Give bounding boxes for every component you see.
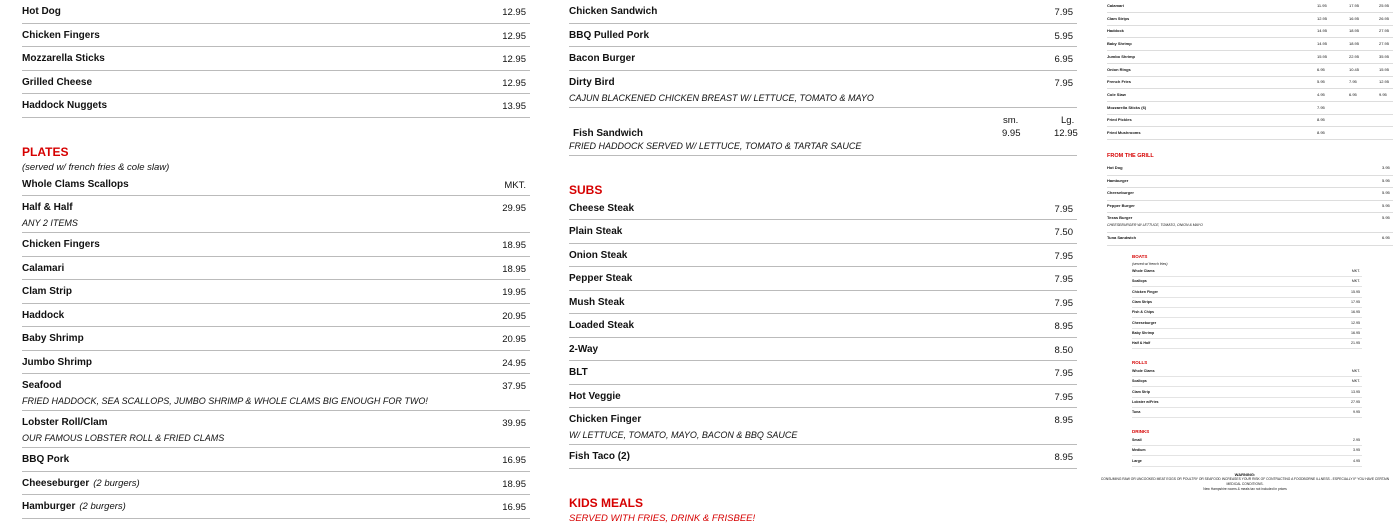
panel-price-small: 11.95 xyxy=(1317,3,1327,8)
panel-price-small: 8.95 xyxy=(1317,117,1325,123)
inset-item-price: 2.95 xyxy=(1353,438,1360,442)
panel-item-name: Mozzarella Sticks (6) xyxy=(1107,104,1147,110)
menu-item-name: BBQ Pork xyxy=(22,454,70,465)
panel-price-large: 25.95 xyxy=(1379,3,1390,8)
inset-item-price: MKT. xyxy=(1351,279,1360,284)
menu-item-row xyxy=(22,472,530,496)
panel-price-small: 6.95 xyxy=(1317,66,1325,72)
drinks-section-title: DRINKS xyxy=(1132,429,1150,434)
menu-item-name: BBQ Pulled Pork xyxy=(569,29,650,41)
inset-item-name: Lobster w/Fries xyxy=(1132,399,1159,404)
menu-item-price: 7.95 xyxy=(1054,7,1073,18)
inset-item-price: 12.95 xyxy=(1351,320,1360,325)
menu-item-row xyxy=(22,304,530,328)
panel-price-small: 14.95 xyxy=(1317,28,1328,34)
inset-price-row xyxy=(1132,338,1362,349)
panel-price-row xyxy=(1107,0,1393,13)
grill-item-name: Tuna Sandwich xyxy=(1107,235,1137,240)
menu-column-middle xyxy=(569,0,1077,524)
menu-item-description: ANY 2 ITEMS xyxy=(22,218,78,228)
grill-price-row xyxy=(1107,212,1393,233)
inset-item-name: Tuna xyxy=(1132,410,1141,415)
menu-item-price: 19.95 xyxy=(502,287,526,298)
inset-item-price: 15.95 xyxy=(1351,289,1360,294)
grill-section-title: FROM THE GRILL xyxy=(1107,153,1154,159)
inset-item-name: Large xyxy=(1132,458,1142,463)
menu-item-row xyxy=(569,47,1077,71)
size-large-label: Lg. xyxy=(1061,114,1075,126)
kids-section-subtitle: SERVED WITH FRIES, DRINK & FRISBEE! xyxy=(569,512,756,524)
menu-item-name: Mush Steak xyxy=(569,296,625,308)
panel-price-medium: 10.45 xyxy=(1349,66,1360,72)
menu-item-name: Bacon Burger xyxy=(569,53,636,64)
panel-price-small: 4.95 xyxy=(1317,91,1325,97)
kids-section-title: KIDS MEALS xyxy=(569,495,644,510)
menu-item-price: 5.95 xyxy=(1054,30,1073,42)
inset-item-name: Small xyxy=(1132,438,1142,442)
menu-item-row xyxy=(22,94,530,118)
panel-price-large: 15.95 xyxy=(1379,66,1390,72)
menu-item-row xyxy=(22,257,530,281)
menu-item-row xyxy=(22,173,530,197)
panel-price-medium: 22.95 xyxy=(1349,53,1360,59)
inset-item-price: 16.95 xyxy=(1351,310,1360,315)
menu-item-price: 6.95 xyxy=(1054,54,1073,65)
menu-item-row xyxy=(22,0,530,24)
menu-item-name: Haddock Nuggets xyxy=(22,100,108,111)
grill-item-name: Hot Dog xyxy=(1107,165,1123,170)
grill-item-price: 5.95 xyxy=(1382,177,1390,183)
menu-item-name: Calamari xyxy=(22,262,65,274)
grill-price-row xyxy=(1107,200,1393,214)
panel-item-name: Haddock xyxy=(1107,28,1124,34)
grill-price-row xyxy=(1107,162,1393,176)
menu-item-name: Mozzarella Sticks xyxy=(22,53,105,64)
menu-item-row xyxy=(569,0,1077,24)
menu-item-row xyxy=(22,448,530,472)
panel-price-medium: 17.95 xyxy=(1349,3,1360,8)
plates-section-subtitle: (served w/ french fries & cole slaw) xyxy=(22,161,170,173)
grill-item-name: Texas Burger xyxy=(1107,215,1133,220)
panel-price-large: 27.95 xyxy=(1379,41,1390,47)
inset-item-price: 3.95 xyxy=(1353,448,1360,453)
menu-item-row xyxy=(569,314,1077,338)
panel-price-row xyxy=(1107,25,1393,38)
menu-item-name: Loaded Steak xyxy=(569,320,635,331)
menu-item-row xyxy=(569,24,1077,48)
menu-item-price: 13.95 xyxy=(502,101,526,112)
menu-item-row xyxy=(569,361,1077,385)
inset-item-name: Clam Strip xyxy=(1132,389,1150,394)
panel-item-name: Baby Shrimp xyxy=(1107,41,1132,47)
panel-price-row xyxy=(1107,76,1393,89)
inset-item-name: Clam Strips xyxy=(1132,299,1152,304)
panel-price-small: 5.95 xyxy=(1317,79,1325,85)
warning-text: CONSUMING RAW OR UNCOOKED MEAT EGGS OR POULTRY OR SEAFOOD INCREASES YOUR RISK OF CONTRACTING A FOODBORNE ILLNESS - ESPECIALLY IF YOU HAVE CERTAIN MEDICAL CONDITIONS. xyxy=(1100,477,1390,486)
menu-item-row xyxy=(22,327,530,351)
menu-item-row xyxy=(569,445,1077,469)
subs-section-title: SUBS xyxy=(569,182,603,197)
panel-price-medium: 7.95 xyxy=(1349,79,1357,85)
menu-item-description: OUR FAMOUS LOBSTER ROLL & FRIED CLAMS xyxy=(22,433,225,443)
menu-item-row xyxy=(569,197,1077,221)
panel-price-small: 15.95 xyxy=(1317,53,1328,59)
menu-item-price: 29.95 xyxy=(502,203,526,214)
panel-price-large: 35.95 xyxy=(1379,53,1390,59)
menu-item-row xyxy=(22,411,530,448)
panel-price-small: 14.95 xyxy=(1317,41,1328,47)
inset-item-name: Chicken Finger xyxy=(1132,289,1158,294)
panel-price-medium: 18.95 xyxy=(1349,28,1360,34)
menu-item-name: Half & Half xyxy=(22,202,73,213)
menu-item-price: 7.95 xyxy=(1054,250,1073,262)
grill-item-price: 5.95 xyxy=(1382,190,1390,195)
menu-item-price: 12.95 xyxy=(502,77,526,89)
inset-item-name: Whole Clams xyxy=(1132,269,1155,273)
inset-item-price: MKT. xyxy=(1351,379,1360,384)
fish-sandwich-name: Fish Sandwich xyxy=(573,127,644,139)
menu-item-name: Cheese Steak xyxy=(569,202,635,214)
warning-notice xyxy=(1097,472,1393,492)
panel-price-row xyxy=(1107,64,1393,77)
menu-item-name: Whole Clams Scallops xyxy=(22,178,129,190)
panel-price-row xyxy=(1107,127,1393,140)
inset-item-price: 27.95 xyxy=(1351,399,1360,404)
menu-item-row xyxy=(569,71,1077,108)
menu-item-name: Cheeseburger xyxy=(22,477,90,489)
menu-item-price: 8.95 xyxy=(1054,452,1073,463)
panel-price-small: 8.95 xyxy=(1317,130,1325,135)
panel-price-row xyxy=(1107,114,1393,127)
menu-item-row xyxy=(22,24,530,48)
menu-item-row xyxy=(569,220,1077,244)
inset-item-price: 17.95 xyxy=(1351,299,1360,304)
menu-item-row xyxy=(22,280,530,304)
menu-item-row xyxy=(22,351,530,375)
grill-item-price: 3.95 xyxy=(1382,165,1390,170)
menu-item-name: Baby Shrimp xyxy=(22,333,84,344)
panel-item-name: Jumbo Shrimp xyxy=(1107,53,1136,59)
plates-section-title: PLATES xyxy=(22,144,69,159)
menu-image-panel xyxy=(1097,0,1393,500)
inset-price-row xyxy=(1132,456,1362,467)
menu-item-row xyxy=(569,338,1077,362)
inset-item-price: MKT. xyxy=(1351,369,1360,373)
menu-item-price: 12.95 xyxy=(502,30,526,42)
menu-item-name: 2-Way xyxy=(569,343,599,355)
menu-item-row xyxy=(22,374,530,411)
grill-item-price: 5.95 xyxy=(1382,202,1390,208)
menu-item-row xyxy=(569,267,1077,291)
grill-item-price: 5.95 xyxy=(1382,215,1390,220)
size-small-label: sm. xyxy=(1003,114,1019,126)
menu-item-price: 7.50 xyxy=(1054,227,1073,238)
menu-item-price: 39.95 xyxy=(502,418,526,429)
menu-item-name: Plain Steak xyxy=(569,226,623,237)
menu-item-name: Onion Steak xyxy=(569,249,628,261)
inset-price-row xyxy=(1132,407,1362,418)
inset-item-name: Cheeseburger xyxy=(1132,320,1157,325)
menu-item-row xyxy=(22,495,530,519)
panel-item-name: French Fries xyxy=(1107,79,1132,85)
fish-sandwich-price-large: 12.95 xyxy=(1054,127,1078,139)
menu-item-row xyxy=(569,385,1077,409)
inset-item-price: 4.95 xyxy=(1353,458,1360,463)
menu-item-name: Hamburger xyxy=(22,501,76,512)
grill-price-row xyxy=(1107,175,1393,189)
panel-item-name: Cole Slaw xyxy=(1107,91,1126,97)
grill-item-name: Cheeseburger xyxy=(1107,190,1134,195)
menu-item-row xyxy=(569,291,1077,315)
panel-item-name: Fried Pickles xyxy=(1107,117,1132,123)
menu-item-row xyxy=(22,196,530,233)
menu-item-name: Fish Taco (2) xyxy=(569,451,630,462)
inset-item-name: Half & Half xyxy=(1132,341,1151,346)
panel-price-medium: 16.95 xyxy=(1349,15,1360,21)
grill-item-price: 6.95 xyxy=(1382,235,1390,240)
grill-price-row xyxy=(1107,232,1393,246)
menu-item-name: Clam Strip xyxy=(22,286,73,297)
rolls-section-title: ROLLS xyxy=(1132,360,1148,365)
inset-item-name: Medium xyxy=(1132,448,1146,453)
inset-item-price: 13.95 xyxy=(1351,389,1360,394)
menu-item-price: 8.95 xyxy=(1054,415,1073,426)
panel-price-row xyxy=(1107,102,1393,115)
menu-item-price: 18.95 xyxy=(502,478,526,490)
warning-title: WARNING: xyxy=(1234,472,1256,477)
inset-item-name: Fish & Chips xyxy=(1132,310,1154,315)
panel-price-large: 26.95 xyxy=(1379,15,1390,21)
panel-price-large: 12.95 xyxy=(1379,79,1390,85)
menu-item-price: 8.50 xyxy=(1054,344,1073,356)
menu-item-name: BLT xyxy=(569,367,588,378)
grill-item-name: Hamburger xyxy=(1107,177,1129,183)
panel-price-large: 9.95 xyxy=(1379,91,1387,97)
inset-item-price: 9.95 xyxy=(1353,410,1360,415)
menu-item-price: 16.95 xyxy=(502,502,526,513)
menu-item-name: Hot Dog xyxy=(22,6,61,17)
menu-item-name: Dirty Bird xyxy=(569,76,615,88)
menu-item-description: FRIED HADDOCK, SEA SCALLOPS, JUMBO SHRIMP & WHOLE CLAMS BIG ENOUGH FOR TWO! xyxy=(22,396,428,406)
menu-item-name: Pepper Steak xyxy=(569,273,633,284)
inset-item-price: 21.95 xyxy=(1351,341,1360,346)
menu-item-name: Chicken Fingers xyxy=(22,239,100,250)
menu-item-price: 12.95 xyxy=(502,54,526,65)
menu-item-price: 18.95 xyxy=(502,240,526,251)
menu-item-name: Seafood xyxy=(22,380,62,391)
panel-item-name: Onion Rings xyxy=(1107,66,1131,72)
menu-item-name: Jumbo Shrimp xyxy=(22,356,93,368)
fish-sandwich-desc: FRIED HADDOCK SERVED W/ LETTUCE, TOMATO & TARTAR SAUCE xyxy=(569,140,862,151)
menu-column-left xyxy=(22,0,530,519)
menu-item-price: 7.95 xyxy=(1054,203,1073,215)
boats-section-title: BOATS xyxy=(1132,254,1148,259)
menu-item-name: Haddock xyxy=(22,309,65,321)
inset-item-price: MKT. xyxy=(1351,269,1360,273)
inset-item-name: Scallops xyxy=(1132,379,1147,384)
fish-sandwich-price-small: 9.95 xyxy=(1002,127,1021,139)
menu-item-price: 20.95 xyxy=(502,310,526,322)
menu-item-price: 7.95 xyxy=(1054,77,1073,89)
fish-sandwich-desc-row xyxy=(569,141,1077,156)
panel-price-large: 27.95 xyxy=(1379,28,1390,34)
menu-item-price: 18.95 xyxy=(502,263,526,275)
panel-item-name: Fried Mushrooms xyxy=(1107,130,1141,135)
menu-item-name: Lobster Roll/Clam xyxy=(22,417,108,428)
panel-price-row xyxy=(1107,89,1393,102)
grill-item-desc: CHEESEBURGER W/ LETTUCE, TOMATO, ONION & MAYO xyxy=(1107,223,1203,227)
panel-price-small: 12.95 xyxy=(1317,15,1328,21)
panel-price-row xyxy=(1107,38,1393,51)
panel-price-row xyxy=(1107,51,1393,64)
menu-item-row xyxy=(22,233,530,257)
menu-item-description: W/ LETTUCE, TOMATO, MAYO, BACON & BBQ SAUCE xyxy=(569,430,798,440)
menu-item-price: 24.95 xyxy=(502,357,526,369)
menu-item-row xyxy=(569,244,1077,268)
panel-price-row xyxy=(1107,13,1393,26)
menu-item-name: Hot Veggie xyxy=(569,390,621,402)
menu-item-row xyxy=(22,71,530,95)
inset-item-name: Scallops xyxy=(1132,279,1147,284)
tax-note: New Hampshire rooms & meals tax not included in prices xyxy=(1203,487,1287,491)
menu-item-name: Chicken Sandwich xyxy=(569,6,658,17)
menu-item-price: 37.95 xyxy=(502,381,526,392)
panel-item-name: Calamari xyxy=(1107,3,1124,8)
inset-item-name: Baby Shrimp xyxy=(1132,330,1155,335)
menu-item-price: 7.95 xyxy=(1054,368,1073,379)
panel-item-name: Clam Strips xyxy=(1107,15,1130,21)
menu-item-note: (2 burgers) xyxy=(79,501,126,512)
inset-item-name: Whole Clams xyxy=(1132,369,1155,373)
menu-item-description: CAJUN BLACKENED CHICKEN BREAST W/ LETTUCE, TOMATO & MAYO xyxy=(569,92,874,103)
menu-item-price: 20.95 xyxy=(502,334,526,345)
menu-item-name: Chicken Fingers xyxy=(22,29,100,41)
panel-price-medium: 18.95 xyxy=(1349,41,1360,47)
menu-item-price: 7.95 xyxy=(1054,274,1073,285)
menu-item-price: 7.95 xyxy=(1054,297,1073,309)
panel-price-small: 7.95 xyxy=(1317,104,1325,110)
menu-item-price: 8.95 xyxy=(1054,321,1073,332)
menu-item-row xyxy=(569,408,1077,445)
menu-item-note: (2 burgers) xyxy=(93,477,140,489)
menu-item-name: Grilled Cheese xyxy=(22,76,93,88)
menu-item-price: 7.95 xyxy=(1054,391,1073,403)
menu-item-name: Chicken Finger xyxy=(569,414,642,425)
menu-item-price: 16.95 xyxy=(502,455,526,466)
boats-section-subtitle: (served w/ french fries) xyxy=(1132,262,1168,266)
menu-item-row xyxy=(22,47,530,71)
menu-item-price: 12.95 xyxy=(502,7,526,18)
menu-item-price: MKT. xyxy=(504,179,526,191)
inset-item-price: 16.95 xyxy=(1351,330,1360,335)
grill-item-name: Pepper Burger xyxy=(1107,202,1135,208)
panel-price-medium: 6.95 xyxy=(1349,91,1357,97)
grill-price-row xyxy=(1107,187,1393,201)
